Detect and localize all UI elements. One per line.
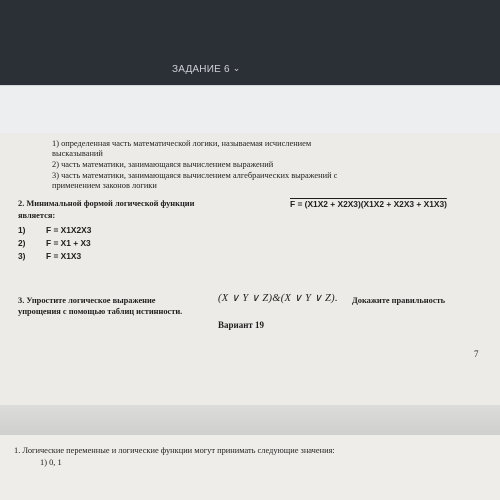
answer-1-number: 1) (18, 225, 26, 235)
next-question-1-option: 1) 0, 1 (40, 458, 62, 467)
chevron-down-icon: ⌄ (232, 63, 241, 73)
question-3-text-end: Докажите правильность (352, 296, 446, 305)
option-3-line-b: применением законов логики (52, 181, 157, 190)
document-page (0, 133, 500, 405)
option-3-line-a: 3) часть математики, занимающаяся вычислением алгебраических выражений с (52, 171, 338, 180)
option-2: 2) часть математики, занимающаяся вычислением выражений (52, 160, 274, 169)
answer-3: F = X1X3 (46, 251, 82, 261)
answer-2-number: 2) (18, 238, 26, 248)
task-dropdown[interactable] (172, 64, 240, 75)
question-3-text: 3. Упростите логическое выражение (18, 296, 156, 305)
top-bar (0, 0, 500, 85)
option-1-line-b: высказываний (52, 149, 103, 158)
question-2-is: является: (18, 211, 56, 220)
toolbar-strip (0, 85, 500, 134)
page-gap (0, 405, 500, 435)
next-question-1: 1. Логические переменные и логические функции могут принимать следующие значения: (14, 446, 335, 455)
variant-heading: Вариант 19 (218, 320, 265, 330)
question-3-expression: (X ∨ Y ∨ Z)&(X ∨ Y ∨ Z). (218, 293, 338, 304)
answer-3-number: 3) (18, 251, 26, 261)
question-3-line-2: упрощения с помощью таблиц истинности. (18, 307, 183, 316)
option-1-line-a: 1) определенная часть математической логики, называемая исчислением (52, 139, 312, 148)
task-label: ЗАДАНИЕ 6 (172, 64, 230, 75)
question-2-text: 2. Минимальной формой логической функции (18, 199, 195, 208)
next-page (0, 435, 500, 500)
question-2-formula: F = (X1X2 + X2X3)(X1X2 + X2X3 + X1X3) (290, 199, 447, 209)
answer-1: F = X1X2X3 (46, 225, 92, 235)
page-number: 7 (474, 349, 479, 359)
answer-2: F = X1 + X3 (46, 238, 91, 248)
